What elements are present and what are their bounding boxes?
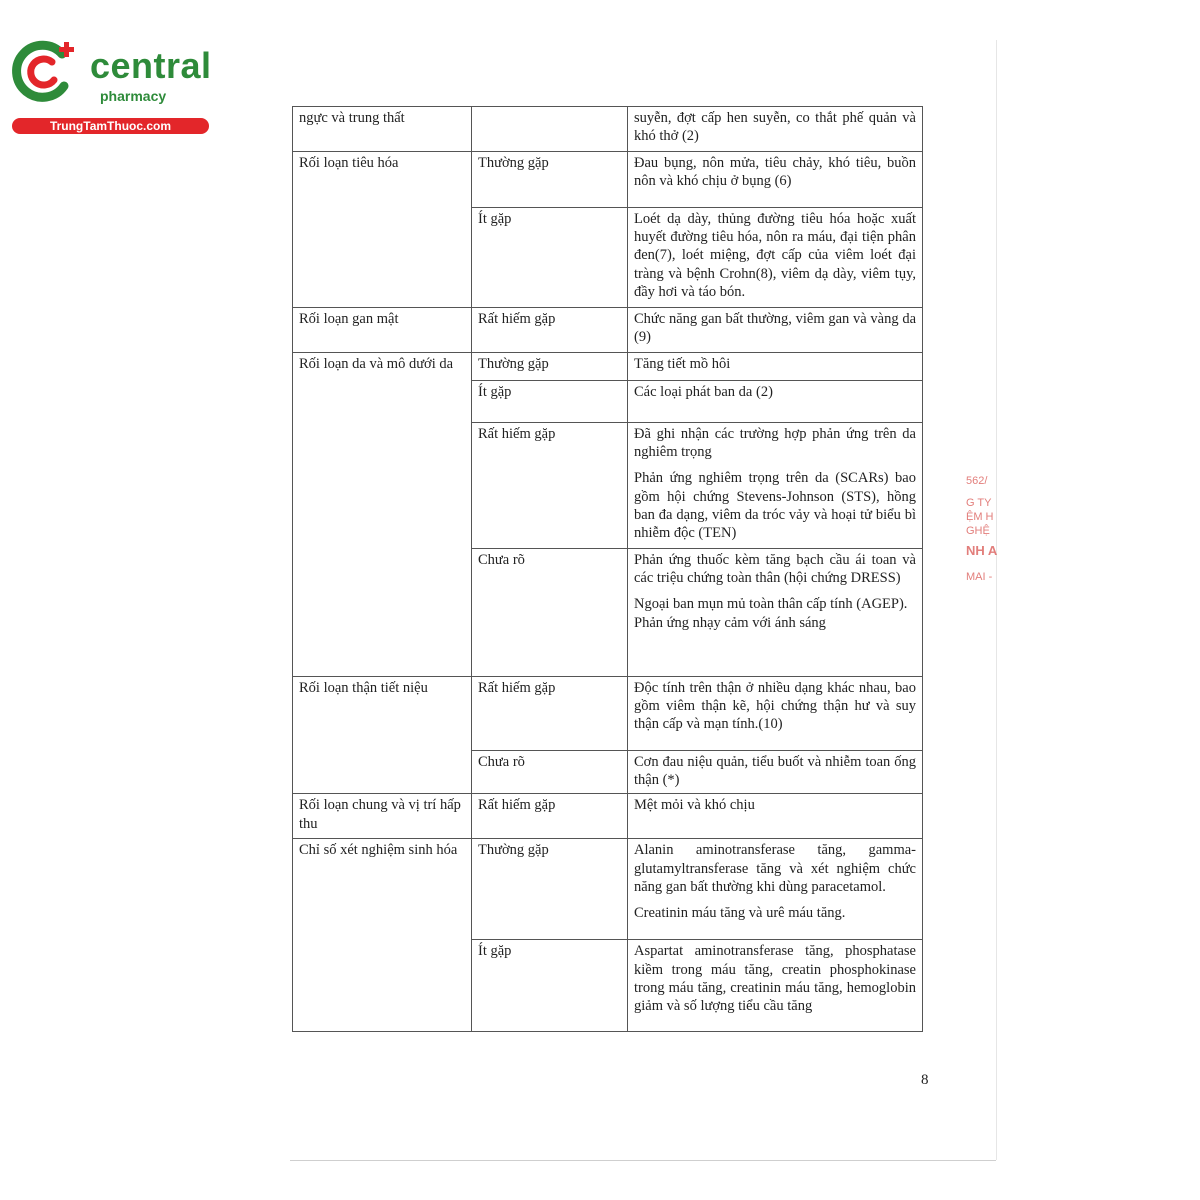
effect-text: Ngoại ban mụn mủ toàn thân cấp tính (AGEP). <box>634 596 908 613</box>
effect-cell <box>628 107 923 152</box>
frequency-cell <box>472 839 628 940</box>
effect-cell <box>628 353 923 381</box>
stamp-text: G TY <box>966 497 992 509</box>
frequency-cell <box>472 751 628 794</box>
frequency-cell <box>472 208 628 308</box>
system-label: Rối loạn thận tiết niệu <box>299 680 428 696</box>
system-cell <box>293 152 472 308</box>
effect-text: Đau bụng, nôn mửa, tiêu chảy, khó tiêu, buồn nôn và khó chịu ở bụng (6) <box>634 155 916 190</box>
effect-text: Creatinin máu tăng và urê máu tăng. <box>634 905 846 922</box>
effect-text: Mệt mỏi và khó chịu <box>634 797 755 814</box>
effect-text: suyễn, đợt cấp hen suyễn, co thắt phế quản và khó thở (2) <box>634 110 916 145</box>
table-row <box>293 152 923 208</box>
effect-cell <box>628 549 923 677</box>
effect-text: Alanin aminotransferase tăng, gamma-glutamyltransferase tăng và xét nghiệm chức năng gan bất thường khi dùng paracetamol. <box>634 842 916 895</box>
frequency-label: Thường gặp <box>478 356 549 372</box>
system-cell <box>293 677 472 794</box>
frequency-label: Thường gặp <box>478 842 549 859</box>
effect-cell <box>628 794 923 839</box>
frequency-label: Rất hiếm gặp <box>478 426 556 442</box>
frequency-label: Rất hiếm gặp <box>478 680 556 696</box>
effect-text: Tăng tiết mồ hôi <box>634 356 731 372</box>
stamp-text: 562/ <box>966 475 988 487</box>
effect-cell <box>628 152 923 208</box>
frequency-cell <box>472 152 628 208</box>
frequency-label: Chưa rõ <box>478 552 525 568</box>
stamp-text: ỆM H <box>966 511 994 523</box>
frequency-label: Ít gặp <box>478 384 512 400</box>
system-label: Rối loạn chung và vị trí hấp thu <box>299 797 461 832</box>
effect-cell <box>628 423 923 549</box>
effect-cell <box>628 751 923 794</box>
frequency-label: Rất hiếm gặp <box>478 311 556 327</box>
effect-text: Aspartat aminotransferase tăng, phosphatase kiềm trong máu tăng, creatin phosphokinase trong máu tăng, creatinin máu tăng, hemoglobin giảm và số lượng tiểu cầu tăng <box>634 943 916 1015</box>
system-cell <box>293 107 472 152</box>
frequency-cell <box>472 107 628 152</box>
table-row <box>293 794 923 839</box>
frequency-cell <box>472 549 628 677</box>
frequency-cell <box>472 423 628 549</box>
system-cell <box>293 308 472 353</box>
frequency-label: Ít gặp <box>478 943 512 960</box>
table-row <box>293 107 923 152</box>
system-label: Rối loạn da và mô dưới da <box>299 356 454 372</box>
table-row <box>293 308 923 353</box>
frequency-cell <box>472 794 628 839</box>
central-pharmacy-logo[interactable] <box>10 36 215 136</box>
frequency-label: Chưa rõ <box>478 754 525 770</box>
effect-cell <box>628 839 923 940</box>
system-label: Rối loạn gan mật <box>299 311 399 327</box>
effect-cell <box>628 308 923 353</box>
adverse-effects-table <box>292 106 923 1032</box>
logo-sub-text: pharmacy <box>100 88 167 104</box>
system-label: Rối loạn tiêu hóa <box>299 155 399 171</box>
effect-text: Loét dạ dày, thủng đường tiêu hóa hoặc xuất huyết đường tiêu hóa, nôn ra máu, đại tiện phân đen(7), loét miệng, đợt cấp của viêm loét đại tràng và bệnh Crohn(8), viêm dạ dày, viêm tụy, đầy hơi và táo bón. <box>634 211 916 300</box>
system-label: Chỉ số xét nghiệm sinh hóa <box>299 842 458 859</box>
effect-text: Phản ứng nghiêm trọng trên da (SCARs) bao gồm hội chứng Stevens-Johnson (STS), hồng ban đa dạng, viêm da tróc vảy và hoại tử biểu bì nhiễm độc (TEN) <box>634 470 916 542</box>
red-stamp <box>966 474 998 614</box>
system-cell <box>293 353 472 677</box>
effect-cell <box>628 381 923 423</box>
table-row <box>293 677 923 751</box>
effect-text: Độc tính trên thận ở nhiều dạng khác nhau, bao gồm viêm thận kẽ, hội chứng thận hư và suy thận cấp và mạn tính.(10) <box>634 680 916 733</box>
page-bottom-rule <box>290 1160 996 1161</box>
effect-cell <box>628 208 923 308</box>
logo-site-band: TrungTamThuoc.com <box>12 118 209 134</box>
table-row <box>293 353 923 381</box>
page-number: 8 <box>921 1072 929 1088</box>
frequency-cell <box>472 940 628 1032</box>
logo-brand-text: central <box>90 45 212 86</box>
frequency-cell <box>472 677 628 751</box>
effect-cell <box>628 940 923 1032</box>
stamp-text: NH A <box>966 543 998 558</box>
stamp-text: MAI - <box>966 571 993 583</box>
effect-text: Chức năng gan bất thường, viêm gan và vàng da (9) <box>634 311 916 346</box>
frequency-cell <box>472 308 628 353</box>
frequency-label: Thường gặp <box>478 155 549 171</box>
stamp-text: GHỆ <box>966 525 990 537</box>
system-label: ngực và trung thất <box>299 110 405 126</box>
pharmacy-c-icon <box>10 36 80 106</box>
effect-text: Đã ghi nhận các trường hợp phản ứng trên da nghiêm trọng <box>634 426 916 461</box>
system-cell <box>293 794 472 839</box>
frequency-label: Rất hiếm gặp <box>478 797 556 814</box>
effect-text: Phản ứng thuốc kèm tăng bạch cầu ái toan và các triệu chứng toàn thân (hội chứng DRESS) <box>634 552 916 587</box>
frequency-label: Ít gặp <box>478 211 512 227</box>
frequency-cell <box>472 353 628 381</box>
system-cell <box>293 839 472 1032</box>
effect-text: Các loại phát ban da (2) <box>634 384 773 400</box>
frequency-cell <box>472 381 628 423</box>
effect-text: Cơn đau niệu quản, tiểu buốt và nhiễm toan ống thận (*) <box>634 754 916 789</box>
effect-cell <box>628 677 923 751</box>
table-row <box>293 839 923 940</box>
effect-text: Phản ứng nhạy cảm với ánh sáng <box>634 614 826 631</box>
